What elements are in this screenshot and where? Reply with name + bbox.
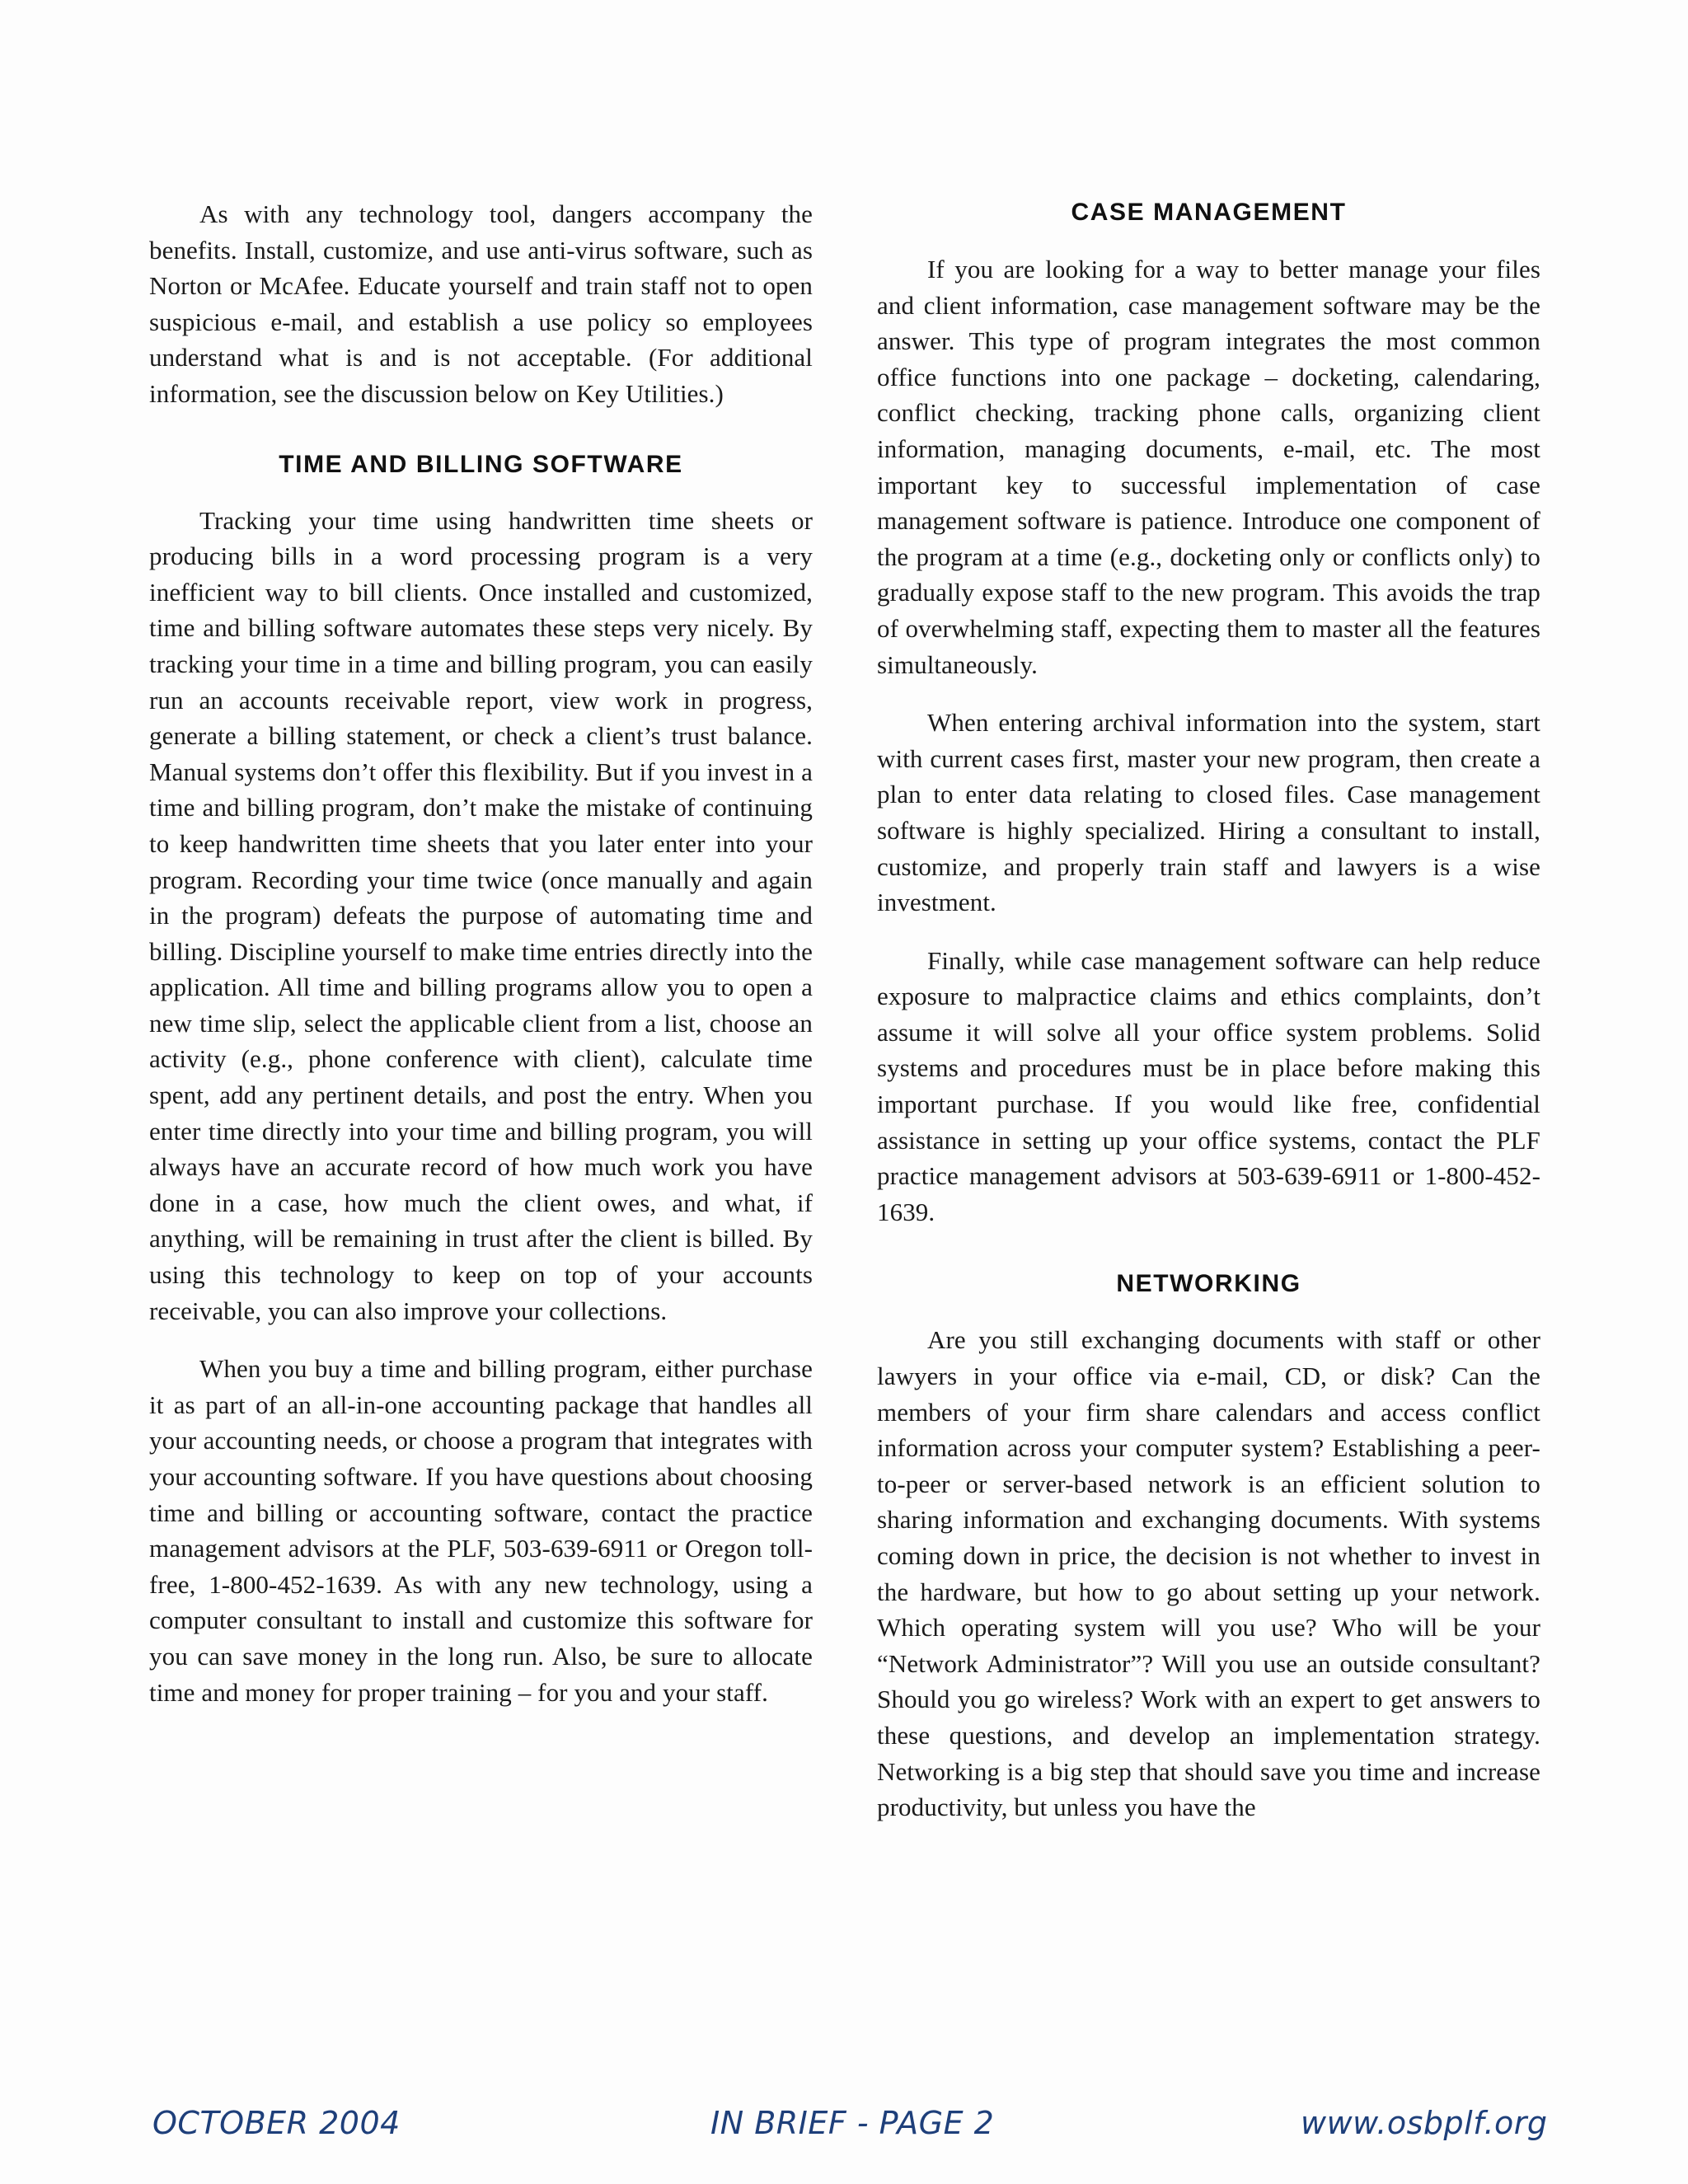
body-paragraph: If you are looking for a way to better manage your files and client information, case management software may be the answer. This type of program integrates the most common office functions into one package – docketing, calendaring, conflict checking, tracking phone calls, organizing client information, managing documents, e-mail, etc. The most important key to successful implementation of case management software is patience. Introduce one component of the program at a time (e.g., docketing only or conflicts only) to gradually expose staff to the new program. This avoids the trap of overwhelming staff, expecting them to master all the features simultaneously. <box>877 255 1540 679</box>
left-column <box>149 196 813 1732</box>
section-heading-time-billing: TIME AND BILLING SOFTWARE <box>279 450 683 478</box>
footer-date: OCTOBER 2004 <box>152 2105 401 2141</box>
body-paragraph: Tracking your time using handwritten time sheets or producing bills in a word processing program is a very inefficient way to bill clients. Once installed and customized, time and billing software automates these steps very nicely. By tracking your time in a time and billing program, you can easily run an accounts receivable report, view work in progress, generate a billing statement, or check a client’s trust balance. Manual systems don’t offer this flexibility. But if you invest in a time and billing program, don’t make the mistake of continuing to keep handwritten time sheets that you later enter into your program. Recording your time twice (once manually and again in the program) defeats the purpose of automating time and billing. Discipline yourself to make time entries directly into the application. All time and billing programs allow you to open a new time slip, select the applicable client from a list, choose an activity (e.g., phone conference with client), calculate time spent, add any pertinent details, and post the entry. When you enter time directly into your time and billing program, you will always have an accurate record of how much work you have done in a case, how much the client owes, and what, if anything, will be remaining in trust after the client is billed. By using this technology to keep on top of your accounts receivable, you can also improve your collections. <box>149 505 813 1325</box>
section-heading-case-management: CASE MANAGEMENT <box>1071 199 1347 226</box>
case-management-section <box>877 196 1540 1230</box>
body-paragraph: When entering archival information into the system, start with current cases first, master your new program, then create a plan to enter data relating to closed files. Case management software is highly specialized. Hiring a consultant to install, customize, and properly train staff and lawyers is a wise investment. <box>877 708 1540 917</box>
section-heading-networking: NETWORKING <box>1116 1270 1301 1298</box>
body-paragraph: Finally, while case management software can help reduce exposure to malpractice claims and ethics complaints, don’t assume it will solve all your office system problems. Solid systems and procedures must be in place before making this important purchase. If you would like free, confidential assistance in setting up your office systems, contact the PLF practice management advisors at 503-639-6911 or 1-800-452-1639. <box>877 945 1540 1226</box>
networking-section <box>877 1268 1540 1825</box>
body-paragraph: Are you still exchanging documents with staff or other lawyers in your office via e-mail, CD, or disk? Can the members of your firm share calendars and access conflict information across your computer system? Establishing a peer-to-peer or server-based network is an efficient solution to sharing information and exchanging documents. With systems coming down in price, the decision is not whether to invest in the hardware, but how to go about setting up your network. Which operating system will you use? Who will be your “Network Administrator”? Will you use an outside consultant? Should you go wireless? Work with an expert to get answers to these questions, and develop an implementation strategy. Networking is a big step that should save you time and increase productivity, but unless you have the <box>877 1325 1540 1822</box>
time-billing-section <box>149 448 813 1711</box>
intro-paragraph: As with any technology tool, dangers accompany the benefits. Install, customize, and use anti-virus software, such as Norton or McAfee. Educate yourself and train staff not to open suspicious e-mail, and establish a use policy so employees understand what is and is not acceptable. (For additional information, see the discussion below on Key Utilities.) <box>149 199 813 408</box>
right-column <box>877 196 1540 1848</box>
body-paragraph: When you buy a time and billing program, either purchase it as part of an all-in-one accounting package that handles all your accounting needs, or choose a program that integrates with your accounting software. If you have questions about choosing time and billing or accounting software, contact the practice management advisors at the PLF, 503-639-6911 or Oregon toll-free, 1-800-452-1639. As with any new technology, using a computer consultant to install and customize this software for you can save money in the long run. Also, be sure to allocate time and money for proper training – for you and your staff. <box>149 1354 813 1707</box>
footer-page-label: IN BRIEF - PAGE 2 <box>710 2105 995 2141</box>
footer-website-link[interactable]: www.osbplf.org <box>1301 2105 1548 2141</box>
